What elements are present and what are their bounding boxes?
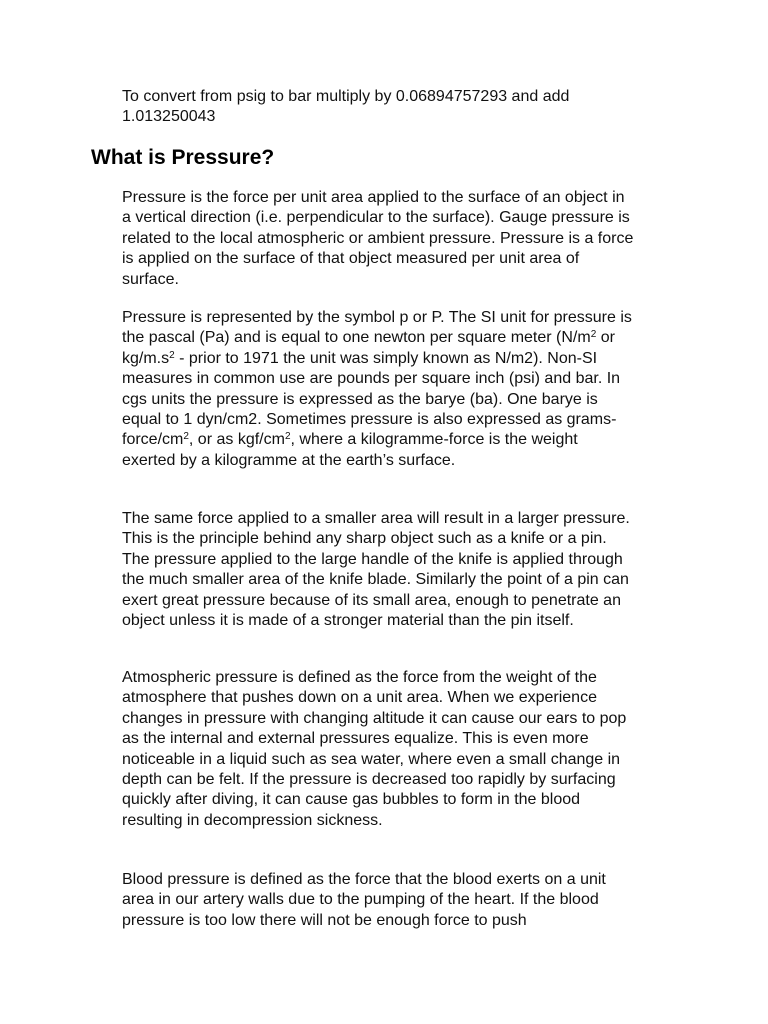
paragraph-atmospheric: Atmospheric pressure is defined as the force from the weight of the atmosphere that pushes down on a unit area. When we experience changes in pressure with changing altitude it can cause our ears to pop as the internal and external pressures equalize. This is even more noticeable in a liquid such as sea water, where even a small change in depth can be felt. If the pressure is decreased too rapidly by surfacing quickly after diving, it can cause gas bubbles to form in the blood resulting in decompression sickness. [122, 669, 627, 829]
paragraph-blood-pressure: Blood pressure is defined as the force that the blood exerts on a unit area in our artery walls due to the pumping of the heart. If the blood pressure is too low there will not be enough force to push [122, 871, 606, 929]
units-text-c: - prior to 1971 the unit was simply known as N/m2). Non-SI measures in common use are pounds per square inch (psi) and bar. In cgs units the pressure is expressed as the barye (ba). One barye is equal to 1 dyn/cm2. Sometimes pressure is also expressed as grams-force/cm [122, 349, 621, 449]
superscript-2: 2 [590, 329, 597, 341]
superscript-2: 2 [169, 349, 175, 361]
paragraph-force-area: The same force applied to a smaller area will result in a larger pressure. This is the principle behind any sharp object such as a knife or a pin. The pressure applied to the large handle of the knife is applied through the much smaller area of the knife blade. Similarly the point of a pin can exert great pressure because of its small area, enough to penetrate an object unless it is made of a stronger material than the pin itself. [122, 510, 630, 630]
section-heading: What is Pressure? [91, 146, 275, 169]
superscript-2: 2 [284, 431, 291, 443]
paragraph-definition: Pressure is the force per unit area applied to the surface of an object in a vertical direction (i.e. perpendicular to the surface). Gauge pressure is related to the local atmospheric or ambient pressure. Pressure is a force is applied on the surface of that object measured per unit area of surface. [122, 189, 634, 288]
paragraph-units [122, 308, 634, 471]
units-text-b: or kg/m.s [122, 329, 615, 367]
units-text-e: , where a kilogramme-force is the weight exerted by a kilogramme at the earth’s surface. [122, 431, 578, 469]
units-text-a: Pressure is represented by the symbol p or P. The SI unit for pressure is the pascal (Pa) and is equal to one newton per square meter (N/m [122, 309, 632, 347]
conversion-note: To convert from psig to bar multiply by 0.06894757293 and add 1.013250043 [122, 88, 570, 125]
superscript-2: 2 [183, 431, 189, 443]
units-text-d: , or as kgf/cm [188, 431, 285, 449]
